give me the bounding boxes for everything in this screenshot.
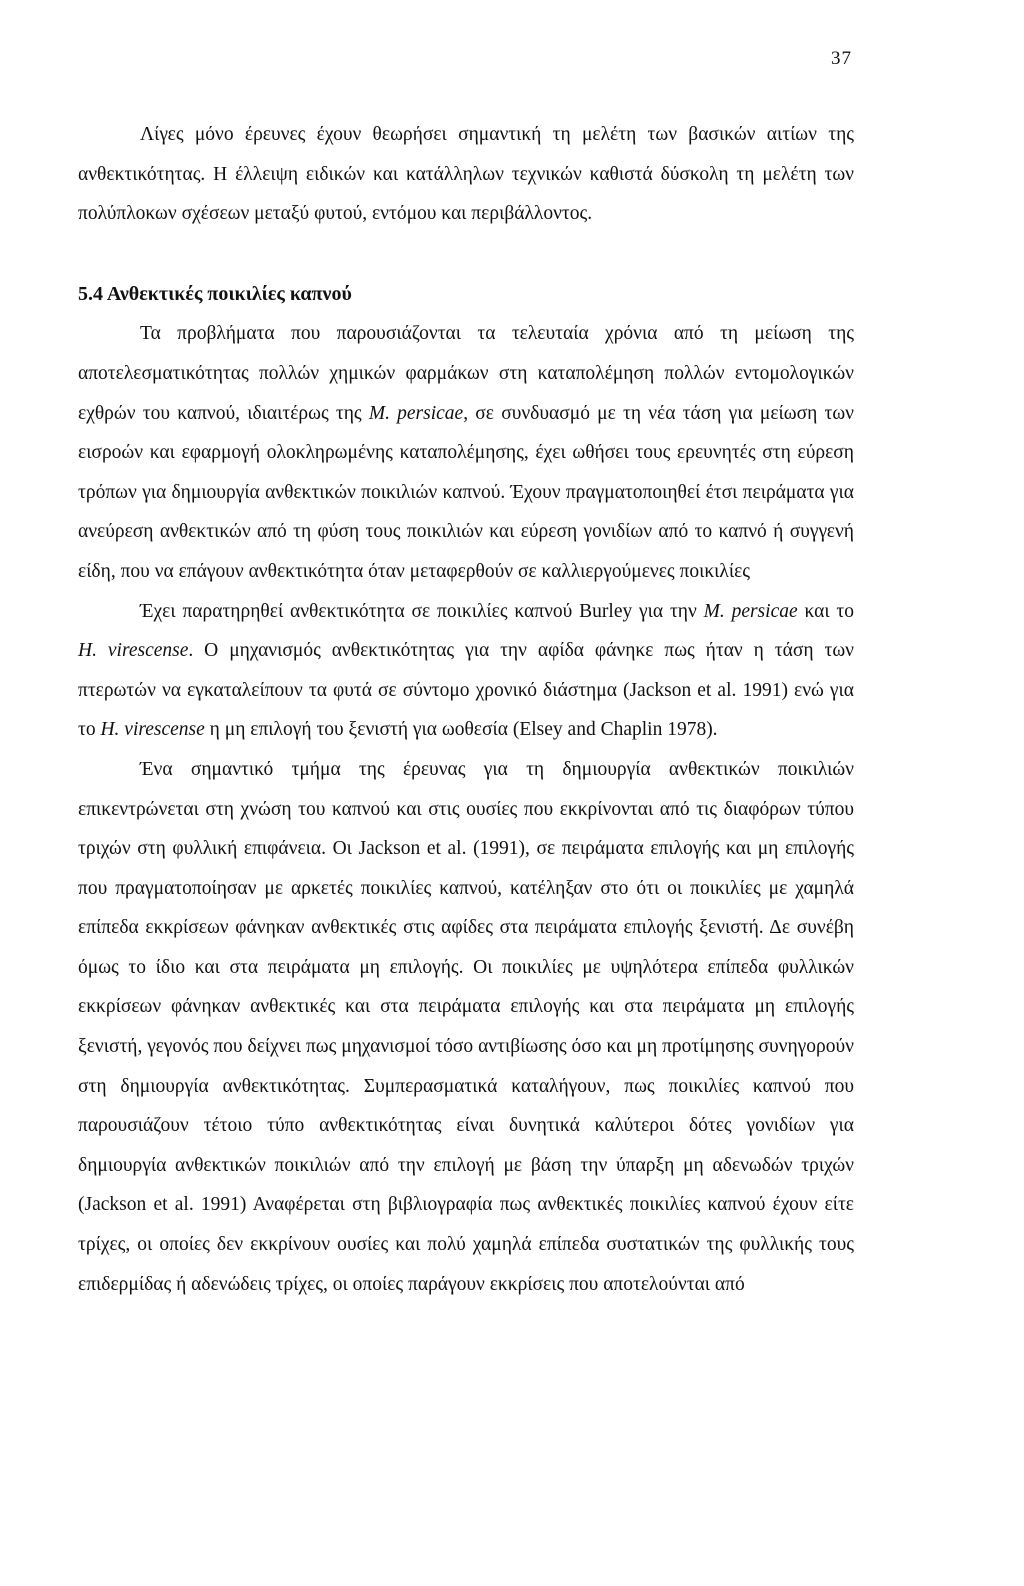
p2-species-h-virescense: H. virescense	[78, 640, 189, 662]
p2-text-g: η μη επιλογή του ξενιστή για ωοθεσία (Elsey and Chaplin 1978).	[204, 719, 718, 741]
p2-species-m-persicae: M. persicae	[703, 600, 798, 622]
p1-text-c: , σε συνδυασμό με τη νέα τάση για μείωση των εισροών και εφαρμογή ολοκληρωμένης καταπολέμησης, έχει ωθήσει τους ερευνητές στη εύρεση τρόπων για δημιουργία ανθεκτικών ποικιλιών καπνού. Έχουν πραγματοποιηθεί έτσι πειράματα για ανεύρεση ανθεκτικών από τη φύση τους ποικιλιών και εύρεση γονιδίων από το καπνό ή συγγενή είδη, που να επάγουν ανθεκτικότητα όταν μεταφερθούν σε καλλιεργούμενες ποικιλίες	[78, 402, 854, 582]
section-heading: 5.4 Ανθεκτικές ποικιλίες καπνού	[78, 282, 352, 305]
paragraph-2	[78, 592, 854, 750]
p1-text-a: Τα προβλήματα που παρουσιάζονται τα τελευταία χρόνια από τη μείωση της αποτελεσματικότητας πολλών χημικών φαρμάκων στη καταπολέμηση πολλών εντομολογικών εχθρών του καπνού, ιδιαιτέρως της	[78, 323, 854, 424]
paragraph-3: Ένα σημαντικό τμήμα της έρευνας για τη δημιουργία ανθεκτικών ποικιλιών επικεντρώνεται στη χνώση του καπνού και στις ουσίες που εκκρίνονται από τις διαφόρων τύπου τριχών στη φυλλική επιφάνεια. Οι Jackson et al. (1991), σε πειράματα επιλογής και μη επιλογής που πραγματοποίησαν με αρκετές ποικιλίες καπνού, κατέληξαν στο ότι οι ποικιλίες με χαμηλά επίπεδα εκκρίσεων φάνηκαν ανθεκτικές στις αφίδες στα πειράματα επιλογής ξενιστή. Δε συνέβη όμως το ίδιο και στα πειράματα μη επιλογής. Οι ποικιλίες με υψηλότερα επίπεδα φυλλικών εκκρίσεων φάνηκαν ανθεκτικές και στα πειράματα επιλογής και στα πειράματα μη επιλογής ξενιστή, γεγονός που δείχνει πως μηχανισμοί τόσο αντιβίωσης όσο και μη προτίμησης συνηγορούν στη δημιουργία ανθεκτικότητας. Συμπερασματικά καταλήγουν, πως ποικιλίες καπνού που παρουσιάζουν τέτοιο τύπο ανθεκτικότητας είναι δυνητικά καλύτεροι δότες γονιδίων για δημιουργία ανθεκτικών ποικιλιών από την επιλογή με βάση την ύπαρξη μη αδενωδών τριχών (Jackson et al. 1991) Αναφέρεται στη βιβλιογραφία πως ανθεκτικές ποικιλίες καπνού έχουν είτε τρίχες, οι οποίες δεν εκκρίνουν ουσίες και πολύ χαμηλά επίπεδα συστατικών της φυλλικής τους επιδερμίδας ή αδενώδεις τρίχες, οι οποίες παράγουν εκκρίσεις που αποτελούνται από	[78, 758, 854, 1295]
p2-species-h-virescense-2: H. virescense	[100, 719, 205, 741]
p2-text-c: και το	[797, 600, 854, 622]
intro-paragraph: Λίγες μόνο έρευνες έχουν θεωρήσει σημαντική τη μελέτη των βασικών αιτίων της ανθεκτικότητας. Η έλλειψη ειδικών και κατάλληλων τεχνικών καθιστά δύσκολη τη μελέτη των πολύπλοκων σχέσεων μεταξύ φυτού, εντόμου και περιβάλλοντος.	[78, 124, 854, 225]
p1-species-m-persicae: M. persicae	[368, 402, 464, 424]
p2-text-a: Έχει παρατηρηθεί ανθεκτικότητα σε ποικιλίες καπνού Burley για την	[140, 600, 704, 622]
p2-text-e: . Ο μηχανισμός ανθεκτικότητας για την αφίδα φάνηκε πως ήταν η τάση των πτερωτών να εγκαταλείπουν τα φυτά σε σύντομο χρονικό διάστημα (Jackson et al. 1991) ενώ για το	[78, 640, 854, 741]
document-body	[78, 115, 854, 1304]
paragraph-1	[78, 314, 854, 591]
page-number: 37	[831, 48, 852, 69]
